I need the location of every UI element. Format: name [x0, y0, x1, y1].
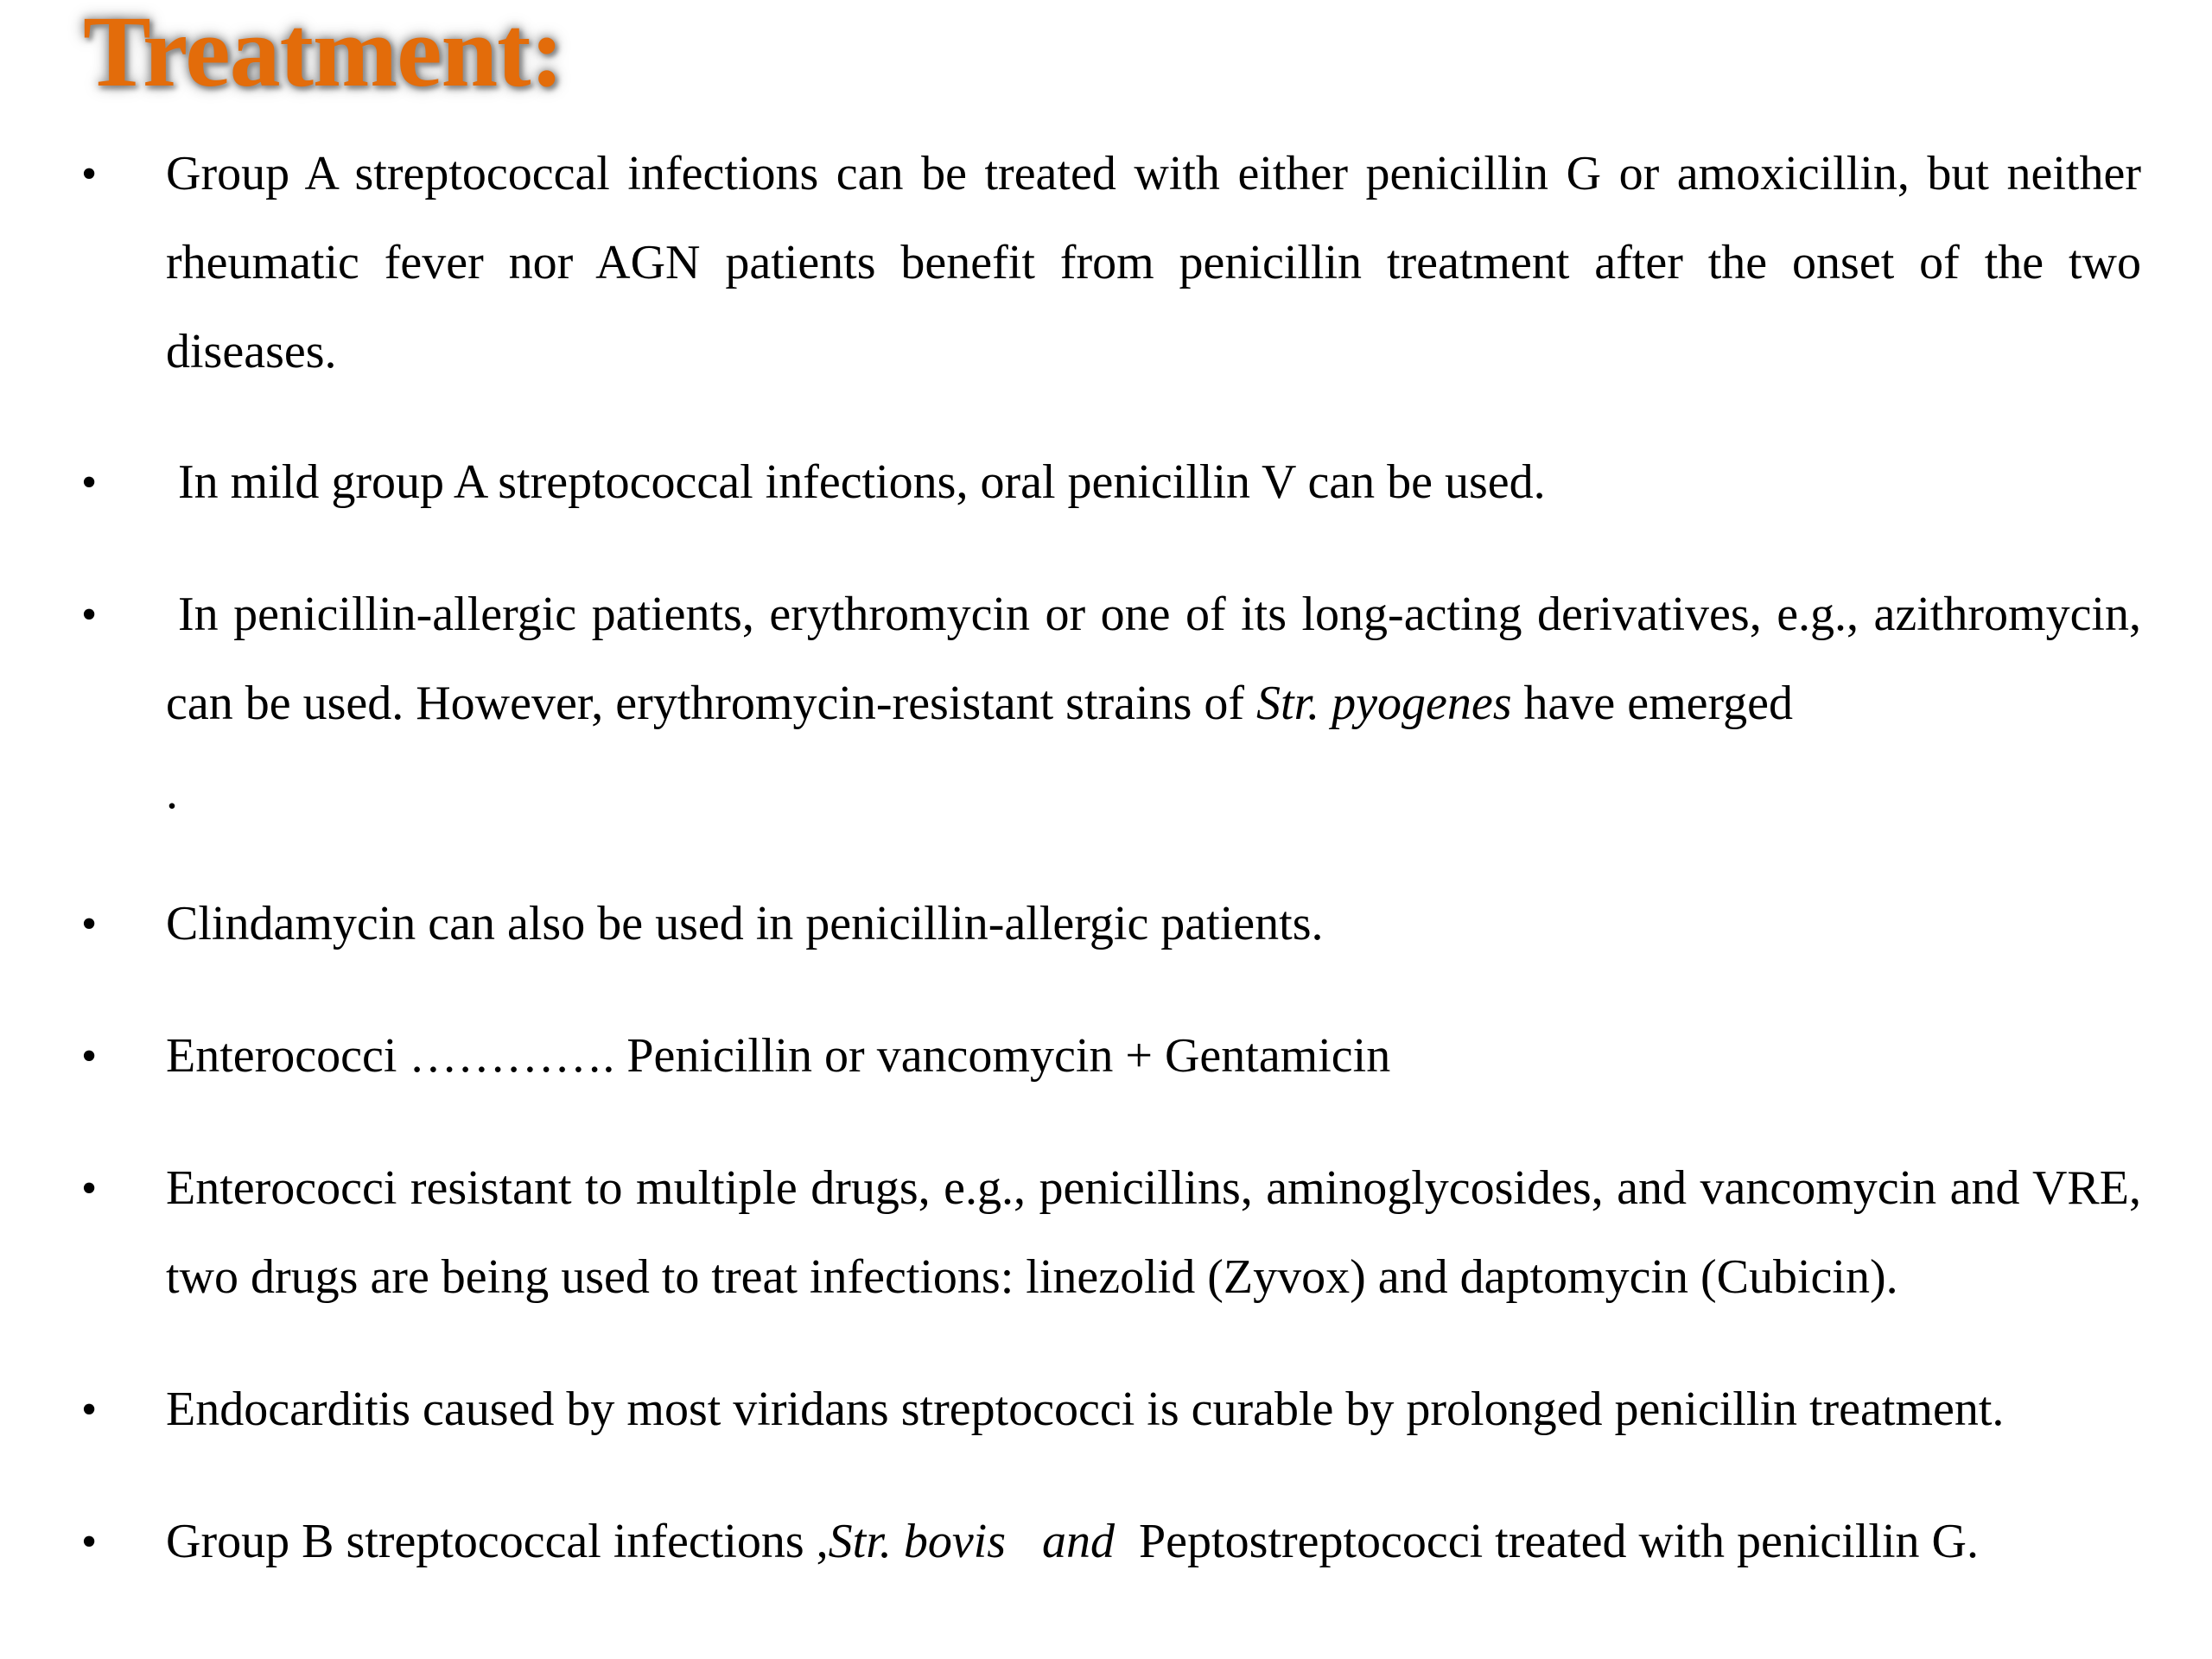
- bullet-icon: •: [81, 458, 98, 507]
- list-item-text-segment: have emerged: [1511, 677, 1794, 730]
- page-title: Treatment:: [83, 0, 563, 108]
- list-item-text-segment: Group B streptococcal infections ,: [166, 1515, 829, 1568]
- bullet-icon: •: [81, 149, 98, 199]
- bullet-icon: •: [81, 1032, 98, 1081]
- list-item-text: [166, 570, 2141, 837]
- list-item-text: [166, 1497, 2141, 1586]
- list-item-text: Clindamycin can also be used in penicillin-allergic patients.: [166, 897, 1324, 950]
- list-item-text: Endocarditis caused by most viridans streptococci is curable by prolonged penicillin treatment.: [166, 1382, 2005, 1436]
- bullet-icon: •: [81, 899, 98, 949]
- list-item-trailing-period: .: [166, 766, 178, 819]
- list-item-text-segment: In penicillin-allergic patients, erythromycin or one of its long-acting derivatives, e.g., azithromycin, can be used. However, erythromycin-resistant strains of: [166, 588, 2141, 730]
- conjunction-italic: and: [1042, 1515, 1116, 1568]
- species-name: Str. pyogenes: [1256, 677, 1512, 730]
- bullet-icon: •: [81, 590, 98, 639]
- species-name: Str. bovis: [828, 1515, 1007, 1568]
- list-item-text-segment: Peptostreptococci treated with penicillin G.: [1127, 1515, 1979, 1568]
- bullet-icon: •: [81, 1385, 98, 1434]
- bullet-icon: •: [81, 1517, 98, 1567]
- list-item-text: Group A streptococcal infections can be treated with either penicillin G or amoxicillin, but neither rheumatic fever nor AGN patients benefit from penicillin treatment after the onset of the two diseases.: [166, 147, 2141, 378]
- list-item-text: Enterococci resistant to multiple drugs, e.g., penicillins, aminoglycosides, and vancomycin and VRE, two drugs are being used to treat infections: linezolid (Zyvox) and daptomycin (Cubicin).: [166, 1161, 2141, 1304]
- list-item-text: Enterococci …………. Penicillin or vancomycin + Gentamicin: [166, 1029, 1391, 1083]
- list-item-text-segment: In mild group A streptococcal infections, oral penicillin V can be used.: [178, 455, 1546, 509]
- list-item-text: [166, 438, 2141, 527]
- bullet-icon: •: [81, 1164, 98, 1213]
